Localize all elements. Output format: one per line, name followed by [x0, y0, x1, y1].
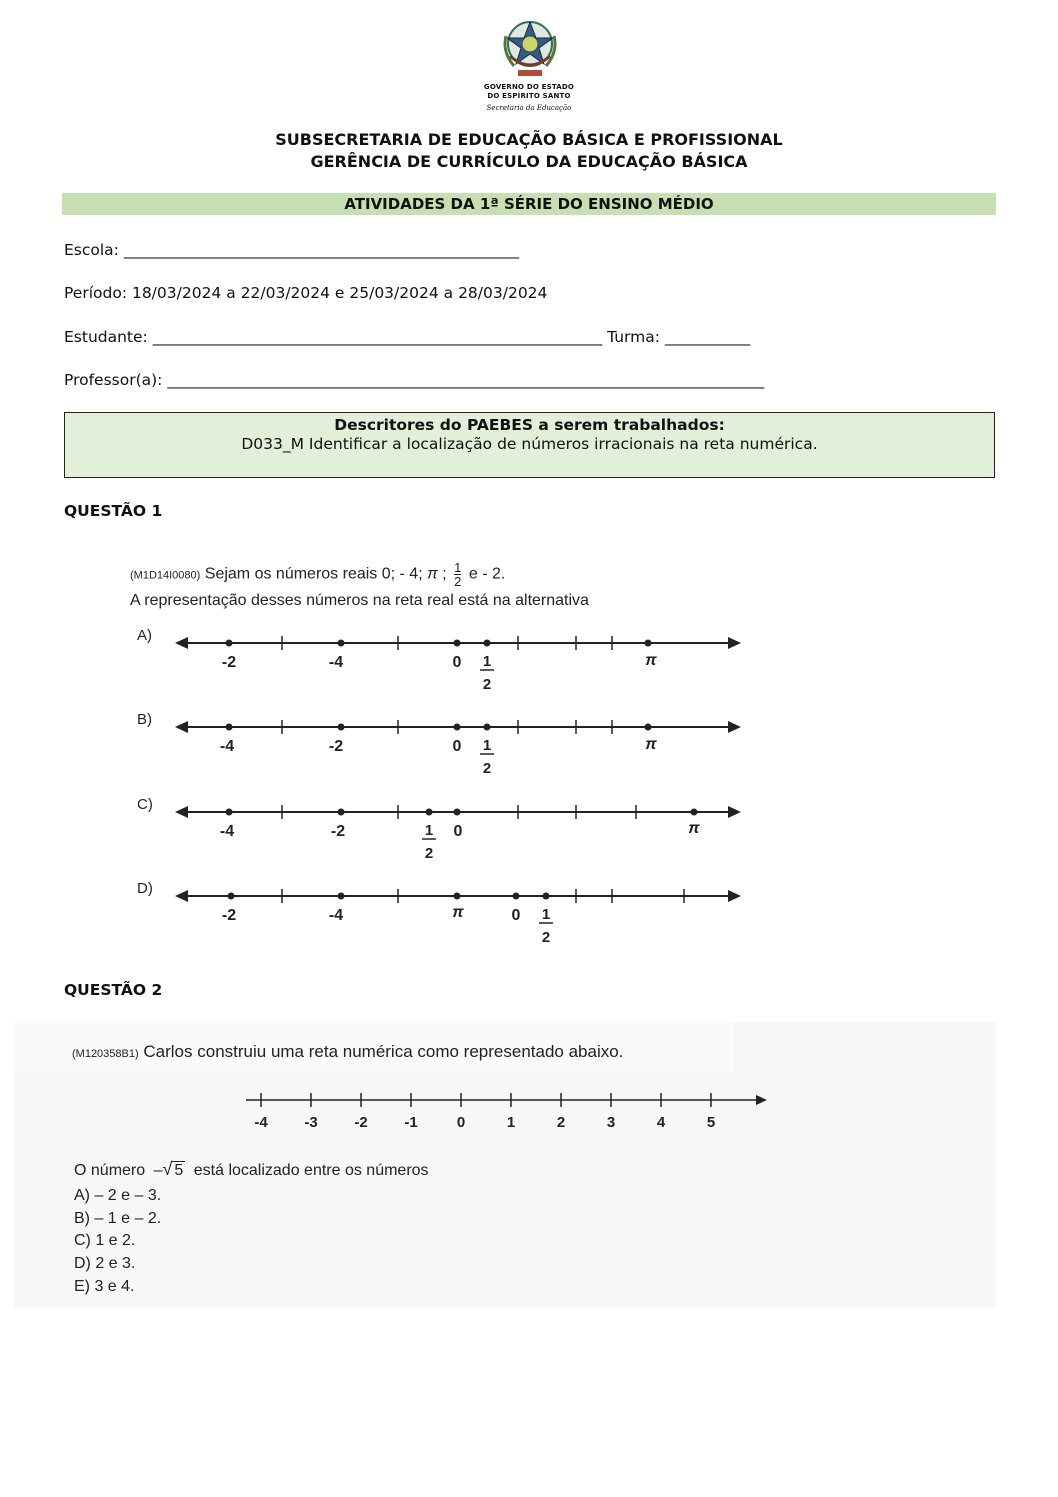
svg-text:0: 0	[452, 738, 462, 755]
sqrt-argument: 5	[174, 1162, 184, 1179]
q2-tick-label: -2	[354, 1114, 368, 1131]
fraction-denominator: 2	[454, 574, 462, 589]
option-a-label[interactable]: A)	[137, 627, 152, 644]
logo-line-1: GOVERNO DO ESTADO	[483, 83, 575, 91]
question-2-code: (M120358B1)	[72, 1048, 139, 1060]
header-title-2: GERÊNCIA DE CURRÍCULO DA EDUCAÇÃO BÁSICA	[310, 152, 748, 171]
svg-text:0: 0	[511, 907, 521, 924]
svg-text:-2: -2	[328, 738, 344, 755]
svg-text:-4: -4	[219, 738, 235, 755]
option-b-label[interactable]: B)	[137, 711, 152, 728]
header-title-1: SUBSECRETARIA DE EDUCAÇÃO BÁSICA E PROFISSIONAL	[275, 130, 783, 149]
alternative-e[interactable]: E) 3 e 4.	[74, 1278, 135, 1295]
activity-band: ATIVIDADES DA 1ª SÉRIE DO ENSINO MÉDIO	[62, 193, 996, 215]
question-2-prompt	[74, 1159, 429, 1180]
q2-tick-label: 4	[656, 1114, 666, 1131]
pi-symbol: π	[427, 565, 438, 583]
svg-text:2: 2	[482, 676, 492, 693]
svg-text:π: π	[452, 904, 464, 921]
svg-text:0: 0	[452, 654, 462, 671]
q2-tick-label: 2	[556, 1114, 566, 1131]
sqrt-symbol-icon: √	[162, 1159, 173, 1179]
alternative-c[interactable]: C) 1 e 2.	[74, 1232, 136, 1249]
svg-text:2: 2	[541, 929, 551, 946]
svg-text:π: π	[645, 736, 657, 753]
svg-text:1: 1	[482, 737, 492, 754]
svg-text:-4: -4	[328, 654, 344, 671]
alternative-d[interactable]: D) 2 e 3.	[74, 1255, 136, 1272]
svg-text:-2: -2	[221, 654, 237, 671]
logo-line-2: DO ESPÍRITO SANTO	[487, 92, 571, 100]
logo-line-3: Secretaria da Educação	[486, 104, 572, 112]
q2-tick-label: 3	[606, 1114, 616, 1131]
question-1-code: (M1D14I0080)	[130, 569, 201, 582]
q2-tick-label: 5	[706, 1114, 716, 1131]
professor-field[interactable]: Professor(a): _____________________________________________________________________________	[64, 371, 765, 389]
q2-tick-label: -1	[404, 1114, 418, 1131]
svg-text:1: 1	[541, 906, 551, 923]
q2-tick-label: -3	[304, 1114, 318, 1131]
question-1-stem-a: Sejam os números reais 0; - 4;	[204, 565, 423, 583]
descritores-text: D033_M Identificar a localização de números irracionais na reta numérica.	[241, 435, 818, 453]
question-1-heading: QUESTÃO 1	[64, 502, 163, 520]
svg-text:1: 1	[424, 822, 434, 839]
descritores-title: Descritores do PAEBES a serem trabalhados:	[334, 416, 725, 434]
question-2-prompt-a: O número	[74, 1162, 146, 1179]
option-c-label[interactable]: C)	[137, 796, 153, 813]
svg-text:-4: -4	[219, 823, 235, 840]
alternative-a[interactable]: A) – 2 e – 3.	[74, 1187, 162, 1204]
q2-tick-label: 1	[506, 1114, 516, 1131]
estudante-field[interactable]: Estudante: __________________________________________________________ Turma: ___________	[64, 328, 751, 346]
fraction-numerator: 1	[454, 560, 462, 575]
question-1-stem: (M1D14I0080) Sejam os números reais 0; - 4; π ; $\frac{1}{2}$ e - 2.	[130, 560, 506, 589]
svg-text:0: 0	[453, 823, 463, 840]
q2-tick-label: -4	[254, 1114, 268, 1131]
minus-sign: –	[153, 1162, 163, 1179]
svg-text:-2: -2	[330, 823, 346, 840]
svg-text:-4: -4	[328, 907, 344, 924]
svg-text:-2: -2	[221, 907, 237, 924]
question-2-heading: QUESTÃO 2	[64, 981, 163, 999]
question-1-stem-2: A representação desses números na reta real está na alternativa	[130, 592, 589, 609]
question-1-stem-b: e - 2.	[468, 565, 506, 583]
option-d-label[interactable]: D)	[137, 880, 153, 897]
svg-text:2: 2	[482, 760, 492, 777]
svg-text:π: π	[688, 820, 700, 837]
q2-tick-label: 0	[456, 1114, 466, 1131]
svg-text:1: 1	[482, 653, 492, 670]
escola-field[interactable]: Escola: ___________________________________________________	[64, 241, 520, 259]
question-2-stem-text: Carlos construiu uma reta numérica como representado abaixo.	[143, 1042, 624, 1061]
periodo-text: Período: 18/03/2024 a 22/03/2024 e 25/03/2024 a 28/03/2024	[64, 284, 548, 302]
alternative-b[interactable]: B) – 1 e – 2.	[74, 1210, 162, 1227]
svg-text:2: 2	[424, 845, 434, 862]
question-2-prompt-b: está localizado entre os números	[193, 1162, 429, 1179]
svg-text:π: π	[645, 652, 657, 669]
